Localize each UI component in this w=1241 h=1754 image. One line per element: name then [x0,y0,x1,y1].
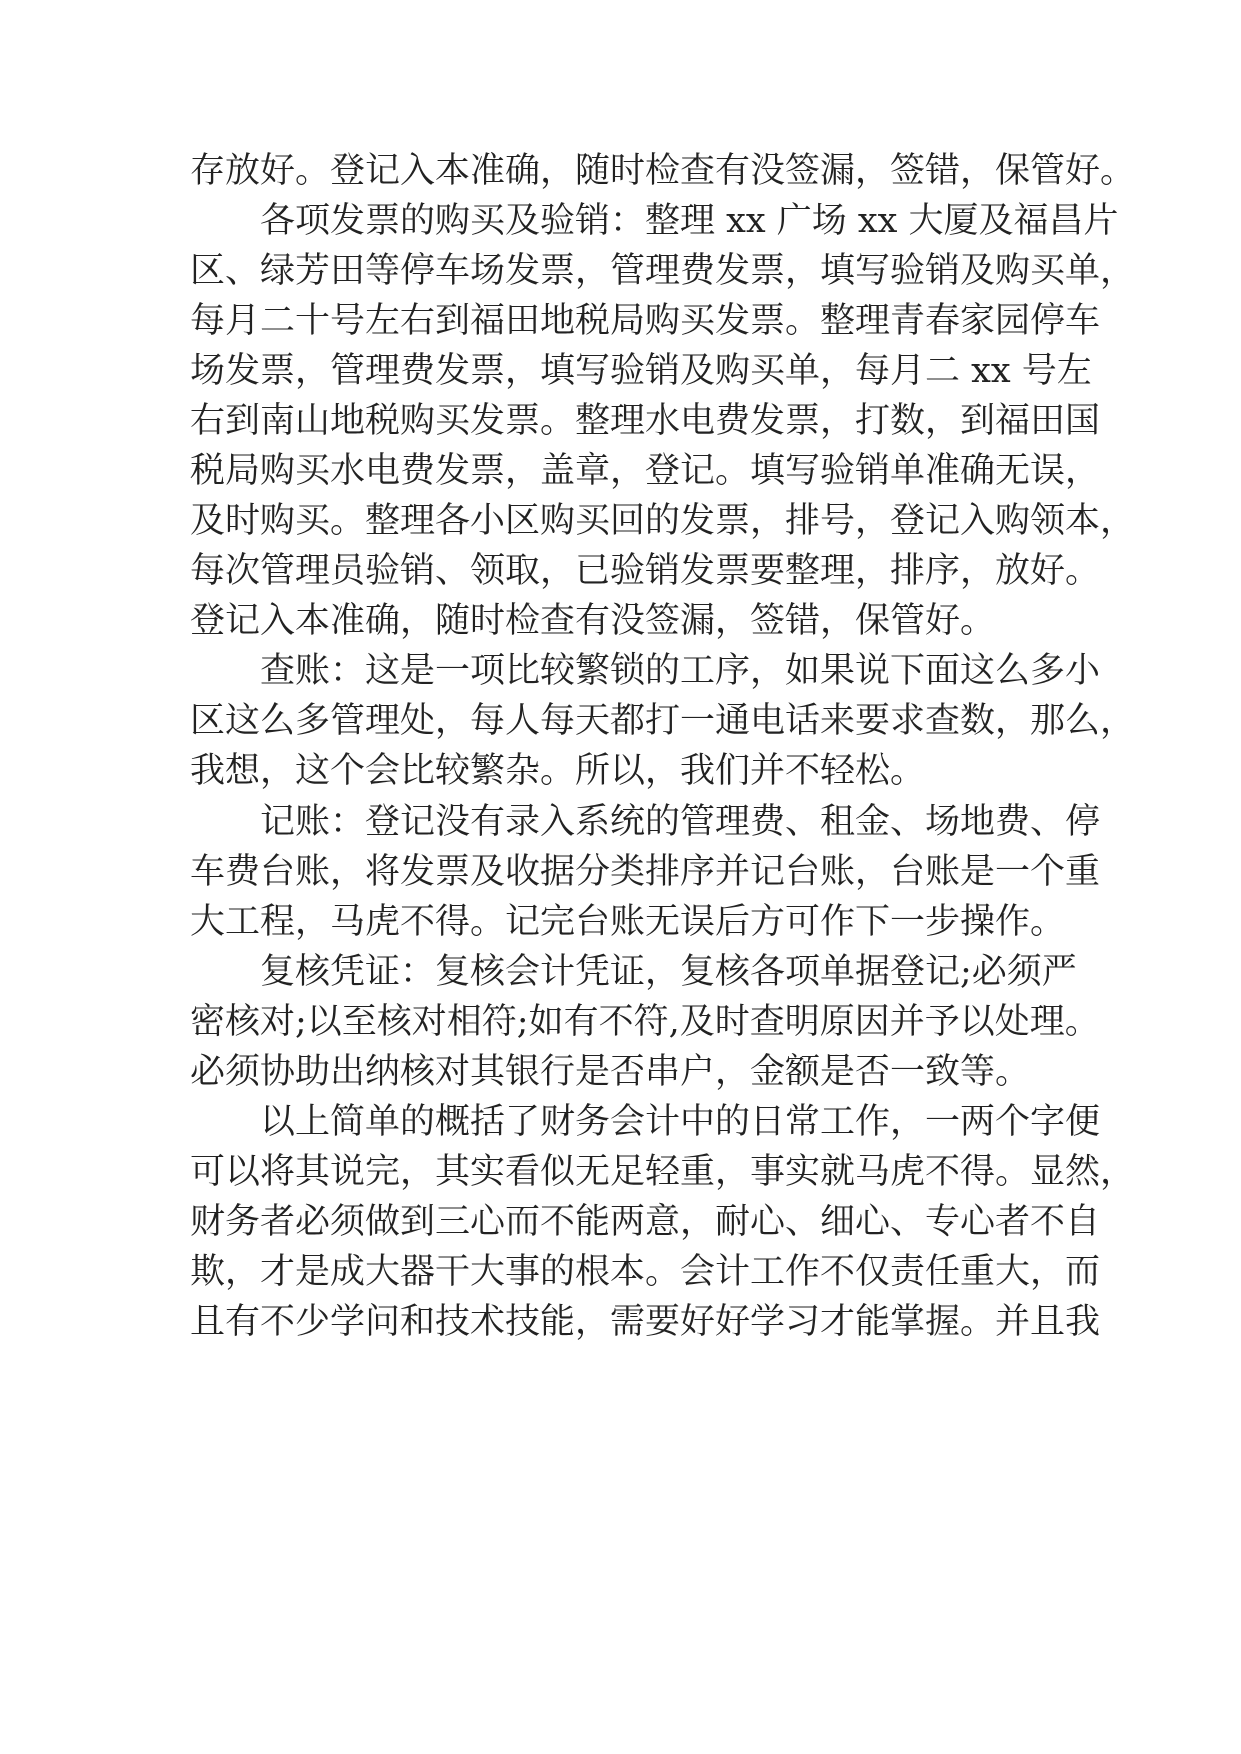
text-line: 区、绿芳田等停车场发票，管理费发票，填写验销及购买单， [190,251,1136,291]
paragraph-first-line: 查账：这是一项比较繁锁的工序，如果说下面这么多小 [260,651,1101,691]
text-line: 税局购买水电费发票，盖章，登记。填写验销单准确无误， [190,451,1101,491]
text-line: 每月二十号左右到福田地税局购买发票。整理青春家园停车 [190,301,1101,341]
text-line: 每次管理员验销、领取，已验销发票要整理，排序，放好。 [190,551,1101,591]
text-line: 区这么多管理处，每人每天都打一通电话来要求查数，那么， [190,701,1136,741]
text-line: 欺，才是成大器干大事的根本。会计工作不仅责任重大，而 [190,1252,1101,1292]
text-line: 登记入本准确，随时检查有没签漏，签错，保管好。 [190,601,996,641]
text-line: 必须协助出纳核对其银行是否串户，金额是否一致等。 [190,1052,1031,1092]
text-line: 车费台账，将发票及收据分类排序并记台账，台账是一个重 [190,852,1101,892]
paragraph-first-line: 以上简单的概括了财务会计中的日常工作，一两个字便 [260,1102,1101,1142]
text-line: 及时购买。整理各小区购买回的发票，排号，登记入购领本， [190,501,1136,541]
text-line: 密核对;以至核对相符;如有不符,及时查明原因并予以处理。 [190,1002,1100,1042]
paragraph-first-line: 复核凭证：复核会计凭证，复核各项单据登记;必须严 [260,952,1077,992]
text-line: 右到南山地税购买发票。整理水电费发票，打数，到福田国 [190,401,1101,441]
text-line: 可以将其说完，其实看似无足轻重，事实就马虎不得。显然， [190,1152,1136,1192]
text-line: 且有不少学问和技术技能，需要好好学习才能掌握。并且我 [190,1302,1101,1342]
paragraph-first-line: 各项发票的购买及验销：整理 xx 广场 xx 大厦及福昌片 [260,201,1119,241]
text-line: 存放好。登记入本准确，随时检查有没签漏，签错，保管好。 [190,151,1136,191]
text-line: 大工程，马虎不得。记完台账无误后方可作下一步操作。 [190,902,1066,942]
text-line: 财务者必须做到三心而不能两意，耐心、细心、专心者不自 [190,1202,1101,1242]
text-line: 我想，这个会比较繁杂。所以，我们并不轻松。 [190,751,926,791]
paragraph-first-line: 记账：登记没有录入系统的管理费、租金、场地费、停 [260,802,1101,842]
text-line: 场发票，管理费发票，填写验销及购买单，每月二 xx 号左 [190,351,1092,391]
